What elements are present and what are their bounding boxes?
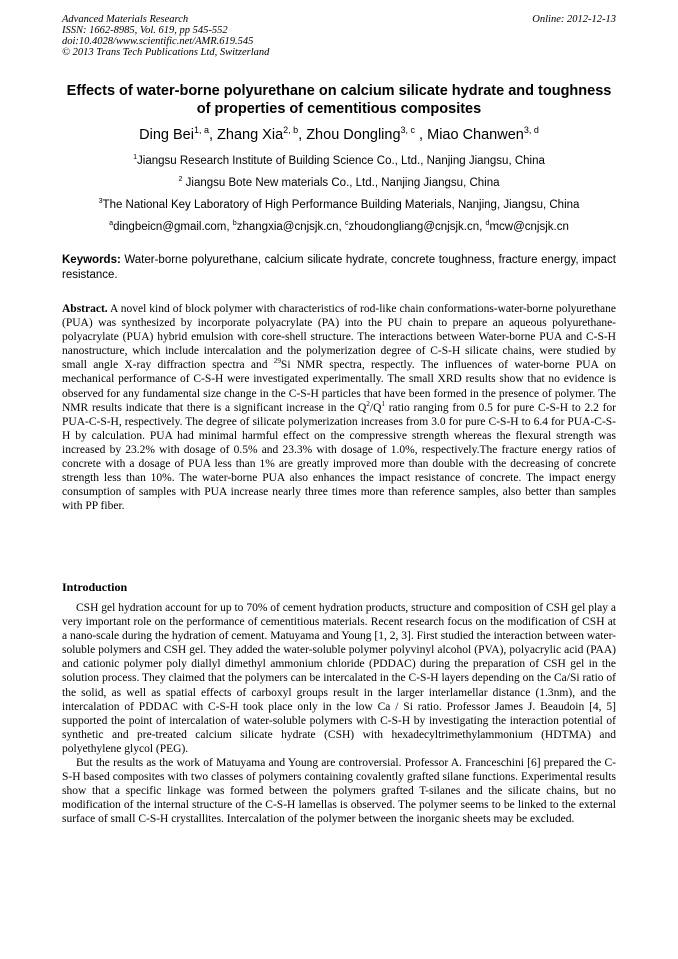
abstract-label: Abstract.: [62, 303, 108, 315]
abstract-text: A novel kind of block polymer with characteristics of rod-like chain conformations-water-borne polyurethane (PUA) was synthesized by incorporate polyacrylate (PA) into the PU chain to prepare an aqueous polyurethane-polyacrylate (PUA) hybrid emulsion with core-shell structure. The interactions between Water-borne PUA and C-S-H nanostructure, which include intercalation and the polymerization degree of C-S-H silicate chains, were studied by small angle X-ray diffraction spectra and: [62, 303, 616, 372]
affiliation-3: [62, 198, 616, 212]
affiliation-number: 1: [133, 153, 138, 162]
abstract-block: [62, 302, 616, 513]
section-heading-introduction: Introduction: [62, 580, 128, 594]
paragraph: But the results as the work of Matuyama and Young are controversial. Professor A. Franceschini [6] prepared the C-S-H based composites with two classes of polymers containing covalently grafted silane functions. Experimental results show that a specific linkage was formed between the polymers grafted T-silanes and the silicate chains, but no modification of the internal structure of the C-S-H lamellas is observed. The polymer seems to be linked to the external surface of small C-S-H crystallites. Intercalation of the polymer between the inorganic sheets may be excluded.: [62, 757, 616, 826]
author-sup: 3, d: [523, 125, 539, 136]
email-sup: a: [109, 219, 114, 228]
keywords-block: [62, 253, 616, 283]
issn-line: ISSN: 1662-8985, Vol. 619, pp 545-552: [62, 25, 228, 36]
email-text: dingbeicn@gmail.com,: [113, 221, 233, 233]
journal-name: Advanced Materials Research: [62, 14, 189, 25]
affiliation-text: Jiangsu Bote New materials Co., Ltd., Nanjing Jiangsu, China: [182, 177, 500, 189]
author-name: Zhou Dongling: [306, 127, 401, 143]
abstract-text: /Q: [369, 401, 382, 414]
affiliation-text: The National Key Laboratory of High Performance Building Materials, Nanjing, Jiangsu, China: [102, 199, 580, 211]
author-sep: ,: [208, 127, 218, 143]
email-sup: c: [344, 219, 349, 228]
affiliation-text: Jiangsu Research Institute of Building Science Co., Ltd., Nanjing Jiangsu, China: [137, 155, 545, 167]
author-sep: ,: [415, 127, 428, 143]
abstract-text: Si NMR spectra, respectly. The influences of water-borne PUA on mechanical performance of C-S-H were investigated experimentally. The small XRD results show that no evidence is observed for any fundamental size change in the C-S-H particles that have been formed in the presence of polymer. The NMR results indicate that there is a significant increase in the Q: [62, 359, 616, 414]
email-text: mcw@cnjsjk.cn: [489, 221, 569, 233]
abstract-sup: 29: [273, 357, 281, 366]
author-sep: ,: [298, 127, 307, 143]
keywords-text: Water-borne polyurethane, calcium silicate hydrate, concrete toughness, fracture energy, impact resistance.: [62, 254, 616, 281]
author-name: Zhang Xia: [217, 127, 284, 143]
abstract-text: ratio ranging from 0.5 for pure C-S-H to 2.2 for PUA-C-S-H, respectively. The degree of silicate polymerization increases from 3.0 for pure C-S-H to 6.4 for PUA-C-S-H by calculation. PUA had minimal harmful effect on the compressive strength whereas the flexural strength was increased by 23.2% with dosage of 0.5% and 23.3% with dosage of 1.0%, respectively.The fracture energy ratios of concrete with a dosage of PUA less than 1% are greatly improved more than double with the decreasing of concrete strength less than 10%. The water-borne PUA also enhances the impact resistance of concrete. The impact energy consumption of samples with PUA increase nearly three times more than reference samples, also better than samples with PP fiber.: [62, 401, 616, 513]
paper-title: Effects of water-borne polyurethane on calcium silicate hydrate and toughness of properties of cementitious composites: [66, 83, 612, 117]
abstract-sup: 1: [381, 399, 385, 408]
affiliation-1: [62, 154, 616, 168]
email-sup: b: [232, 219, 237, 228]
paragraph: CSH gel hydration account for up to 70% of cement hydration products, structure and composition of CSH gel play a very important role on the performance of cementitious materials. Recent research focus on the modification of CSH at a nano-scale during the hydration of cement. Matuyama and Young [1, 2, 3]. First studied the interaction between water-soluble polymers and CSH gel. They added the water-soluble polymer polyvinyl alcohol (PVA), polyacrylic acid (PAA) and cationic polymer poly diallyl dimethyl ammonium chloride (PDDAC) during the preparation of CSH gel in the solution process. They claimed that the polymers can be intercalated in the C-S-H layers depending on the Ca/Si ratio of the solid, as well as spatial effects of carboxyl groups result in the larger interlamellar distance (1.3nm), and the intercalation of PDDAC with C-S-H took place only in the low Ca / Si ratio. Professor James J. Beaudoin [4, 5] supported the point of intercalation of water-soluble polymers with C-S-H by investigating the interaction potential of synthetic and pre-treated calcium silicate hydrate (CSH) with hexadecyltrimethylammonium (HDTMA) and polyethylene glycol (PEG).: [62, 602, 616, 755]
journal-header: [62, 14, 616, 58]
email-text: zhangxia@cnjsjk.cn,: [236, 221, 345, 233]
abstract-sup: 2: [366, 399, 370, 408]
keywords-label: Keywords:: [62, 254, 121, 266]
author-sup: 1, a: [193, 125, 209, 136]
copyright-line: © 2013 Trans Tech Publications Ltd, Switzerland: [62, 47, 270, 58]
introduction-body: [62, 601, 616, 827]
affiliation-number: 3: [98, 197, 103, 206]
doi-line: doi:10.4028/www.scientific.net/AMR.619.545: [62, 36, 254, 47]
author-sup: 3, c: [400, 125, 416, 136]
affiliation-2: [62, 176, 616, 190]
author-list: [62, 126, 616, 144]
author-name: Ding Bei: [139, 127, 194, 143]
author-sup: 2, b: [283, 125, 299, 136]
online-date: Online: 2012-12-13: [532, 14, 616, 25]
email-text: zhoudongliang@cnjsjk.cn,: [348, 221, 486, 233]
affiliation-number: 2: [178, 175, 183, 184]
email-list: [62, 220, 616, 234]
email-sup: d: [485, 219, 490, 228]
author-name: Miao Chanwen: [427, 127, 524, 143]
